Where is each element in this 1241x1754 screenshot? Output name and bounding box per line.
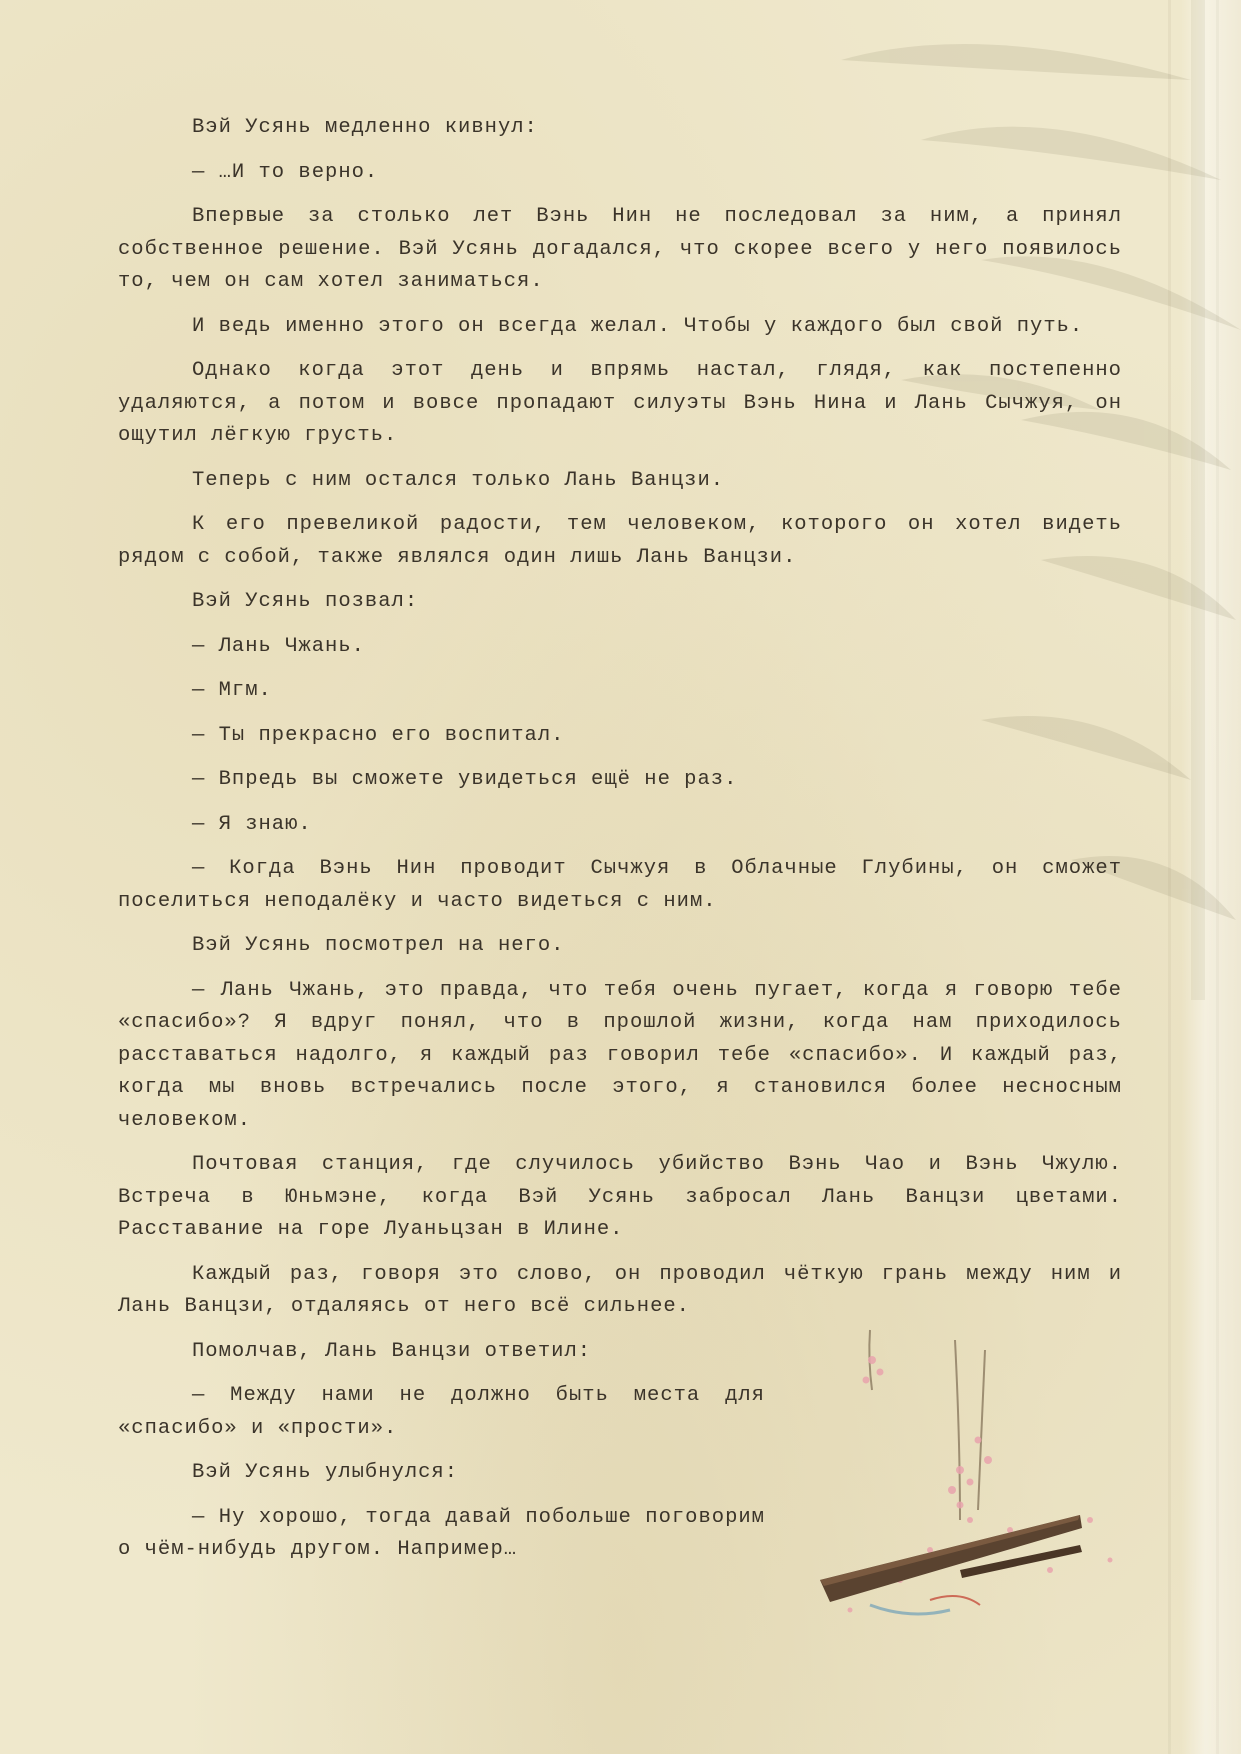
paragraph: Теперь с ним остался только Лань Ванцзи. [192,468,725,492]
paragraph: Вэй Усянь медленно кивнул: [192,116,538,139]
paragraph: Вэй Усянь посмотрел на него. [192,934,565,957]
paragraph: — Впредь вы сможете увидеться ещё не раз. [192,768,738,791]
paragraph: Помолчав, Лань Ванцзи ответил: [192,1339,592,1363]
paragraph: Впервые за столько лет Вэнь Нин не последовал за ним, а принял собственное решение. Вэй Усянь догадался, что скорее всего у него появилось то, чем он сам хотел заниматься. [118,205,1122,293]
paragraph: — Ты прекрасно его воспитал. [192,723,565,747]
paragraph: Почтовая станция, где случилось убийство Вэнь Чао и Вэнь Чжулю. Встреча в Юньмэне, когда Вэй Усянь забросал Лань Ванцзи цветами. Расставание на горе Луаньцзан в Илине. [118,1153,1122,1241]
paragraph: — Мгм. [192,679,272,702]
paragraph: — Ну хорошо, тогда давай побольше поговорим о чём-нибудь другом. Например… [118,1505,765,1561]
paragraph: Вэй Усянь улыбнулся: [192,1461,459,1484]
paragraph: Однако когда этот день и впрямь настал, глядя, как постепенно удаляются, а потом и вовсе пропадают силуэты Вэнь Нина и Лань Сычжуя, он ощутил лёгкую грусть. [118,359,1122,447]
paragraph: — Лань Чжань. [192,634,365,658]
paragraph: — Лань Чжань, это правда, что тебя очень пугает, когда я говорю тебе «спасибо»? Я вдруг понял, что в прошлой жизни, когда нам приходилось расставаться надолго, я каждый раз говорил тебе «спасибо». И каждый раз, когда мы вновь встречались после этого, я становился более несносным человеком. [118,978,1122,1132]
paragraph: Вэй Усянь позвал: [192,590,419,613]
paragraph: — Когда Вэнь Нин проводит Сычжуя в Облачные Глубины, он сможет поселиться неподалёку и часто видеться с ним. [118,857,1122,913]
guqin-blossom-illustration [810,1320,1140,1640]
paragraph: — Между нами не должно быть места для «спасибо» и «прости». [118,1384,765,1440]
paragraph: — Я знаю. [192,812,312,836]
paragraph: К его превеликой радости, тем человеком, которого он хотел видеть рядом с собой, также являлся один лишь Лань Ванцзи. [118,513,1122,569]
paragraph: — …И то верно. [192,160,379,184]
paragraph: Каждый раз, говоря это слово, он проводил чёткую грань между ним и Лань Ванцзи, отдаляясь от него всё сильнее. [118,1262,1122,1318]
paragraph: И ведь именно этого он всегда желал. Чтобы у каждого был свой путь. [192,314,1084,338]
